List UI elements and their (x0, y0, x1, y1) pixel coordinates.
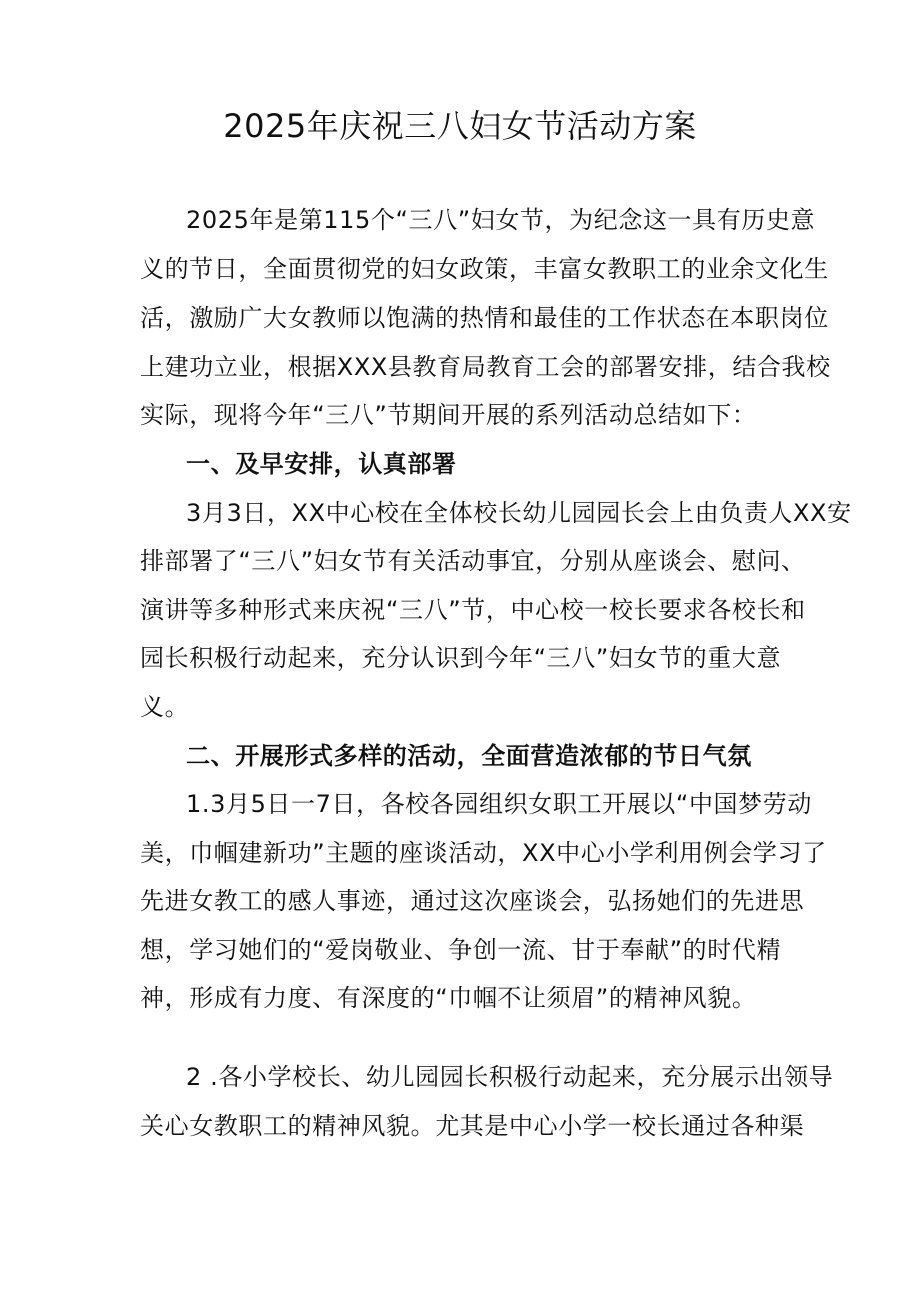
paragraph-line: 3月3日，XX中心校在全体校长幼儿园园长会上由负责人XX安 (186, 499, 852, 527)
paragraph-line: 园长积极行动起来，充分认识到今年“三八”妇女节的重大意 (140, 644, 782, 672)
paragraph-line: 关心女教职工的精神风貌。尤其是中心小学一校长通过各种渠 (140, 1112, 805, 1140)
paragraph-line: 先进女教工的感人事迹，通过这次座谈会，弘扬她们的先进思 (140, 887, 805, 915)
paragraph-line: 排部署了“三八”妇女节有关活动事宜，分别从座谈会、慰问、 (140, 547, 806, 575)
paragraph-line: 神，形成有力度、有深度的“巾帼不让须眉”的精神风貌。 (140, 984, 757, 1012)
paragraph-line: 上建功立业，根据XXX县教育局教育工会的部署安排，结合我校 (140, 353, 831, 381)
paragraph-line: 义的节日，全面贯彻党的妇女政策，丰富女教职工的业余文化生 (140, 255, 829, 283)
paragraph-line: 美，巾帼建新功”主题的座谈活动，XX中心小学利用例会学习了 (140, 839, 827, 867)
paragraph-line: 2025年是第115个“三八”妇女节，为纪念这一具有历史意 (186, 206, 816, 234)
paragraph-line: 演讲等多种形式来庆祝“三八”节，中心校一校长要求各校长和 (140, 596, 806, 624)
paragraph-line: 想，学习她们的“爱岗敬业、争创一流、甘于奉献”的时代精 (140, 936, 782, 964)
section-heading: 一、及早安排，认真部署 (186, 450, 457, 478)
paragraph-line: 1.3月5日一7日，各校各园组织女职工开展以“中国梦劳动 (186, 790, 812, 818)
section-heading: 二、开展形式多样的活动，全面营造浓郁的节日气氛 (186, 742, 752, 770)
paragraph-line: 2 .各小学校长、幼儿园园长积极行动起来，充分展示出领导 (186, 1063, 834, 1091)
paragraph-line: 实际，现将今年“三八”节期间开展的系列活动总结如下： (140, 401, 757, 429)
paragraph-line: 活，激励广大女教师以饱满的热情和最佳的工作状态在本职岗位 (140, 304, 829, 332)
document-title: 2025年庆祝三八妇女节活动方案 (223, 107, 697, 145)
paragraph-line: 义。 (140, 693, 190, 721)
